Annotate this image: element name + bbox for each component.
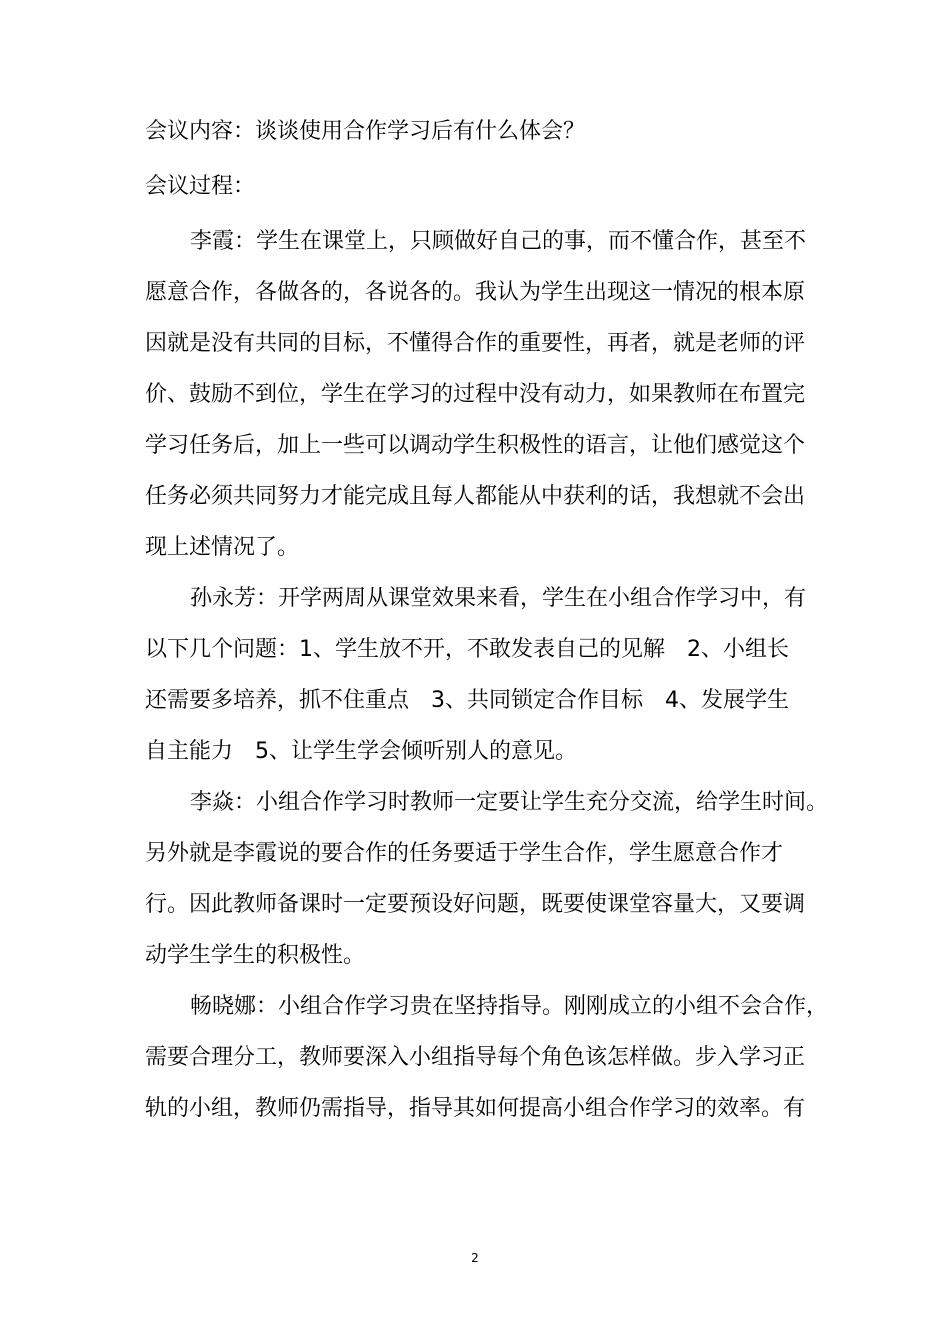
paragraph-line: 轨的小组，教师仍需指导，指导其如何提高小组合作学习的效率。有 — [145, 1096, 806, 1121]
paragraph-line: 李焱：小组合作学习时教师一定要让学生充分交流，给学生时间。 — [190, 790, 829, 815]
paragraph-line: 行。因此教师备课时一定要预设好问题，既要使课堂容量大，又要调 — [145, 892, 806, 917]
paragraph-line: 价、鼓励不到位，学生在学习的过程中没有动力，如果教师在布置完 — [145, 382, 806, 407]
paragraph-line: 李霞：学生在课堂上，只顾做好自己的事，而不懂合作，甚至不 — [190, 229, 807, 254]
paragraph-line: 因就是没有共同的目标，不懂得合作的重要性，再者，就是老师的评 — [145, 331, 806, 356]
paragraph-line: 任务必须共同努力才能完成且每人都能从中获利的话，我想就不会出 — [145, 484, 806, 509]
paragraph-line: 还需要多培养，抓不住重点 3、共同锁定合作目标 4、发展学生 — [145, 688, 789, 713]
paragraph-line: 动学生学生的积极性。 — [145, 943, 366, 968]
paragraph-line: 现上述情况了。 — [145, 535, 300, 560]
meeting-content-line: 会议内容：谈谈使用合作学习后有什么体会？ — [145, 119, 586, 144]
page-number: 2 — [471, 1251, 479, 1265]
paragraph-line: 愿意合作，各做各的，各说各的。我认为学生出现这一情况的根本原 — [145, 280, 806, 305]
paragraph-line: 另外就是李霞说的要合作的任务要适于学生合作，学生愿意合作才 — [145, 841, 784, 866]
paragraph-line: 自主能力 5、让学生学会倾听别人的意见。 — [145, 739, 577, 764]
meeting-process-heading: 会议过程： — [145, 174, 256, 199]
paragraph-line: 需要合理分工，教师要深入小组指导每个角色该怎样做。步入学习正 — [145, 1045, 806, 1070]
paragraph-line: 学习任务后，加上一些可以调动学生积极性的语言，让他们感觉这个 — [145, 433, 806, 458]
paragraph-line: 孙永芳：开学两周从课堂效果来看，学生在小组合作学习中，有 — [190, 586, 807, 611]
paragraph-line: 畅晓娜：小组合作学习贵在坚持指导。刚刚成立的小组不会合作， — [190, 994, 829, 1019]
paragraph-line: 以下几个问题：1、学生放不开，不敢发表自己的见解 2、小组长 — [145, 637, 789, 662]
